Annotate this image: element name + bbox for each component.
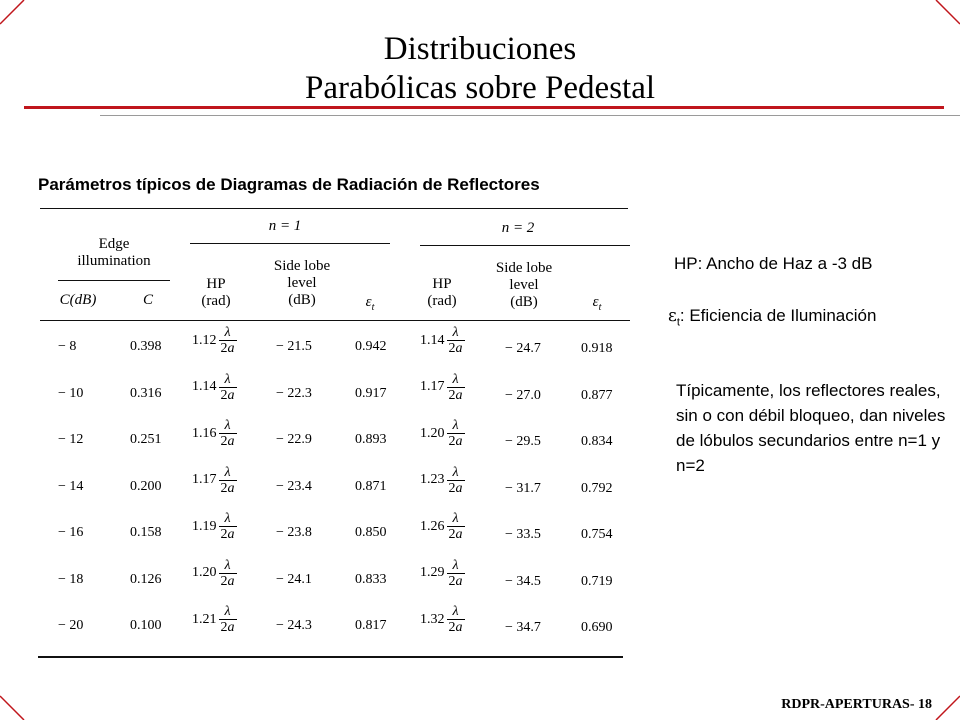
hp-coefficient: 1.29 <box>420 565 445 580</box>
denominator-a: a <box>455 573 463 589</box>
lambda-symbol: λ <box>224 325 231 340</box>
lambda-over-2a <box>447 604 465 635</box>
lambda-over-2a <box>219 325 237 356</box>
lambda-over-2a <box>219 511 237 542</box>
col-header-sll-n2 <box>484 260 564 311</box>
col-header-c: C <box>142 292 153 308</box>
sll-label1-n1: Side lobe <box>273 258 331 274</box>
eff-symbol-n2: ε <box>592 294 599 310</box>
group-label-n2: n = 2 <box>501 220 535 236</box>
hp-coefficient: 1.26 <box>420 518 445 534</box>
cell-eff-n1: 0.871 <box>355 478 387 494</box>
lambda-over-2a <box>447 465 465 496</box>
cell-sll-n2: − 27.0 <box>505 387 541 403</box>
cell-hp-n2 <box>420 418 465 449</box>
cell-hp-n2 <box>420 465 465 496</box>
cell-eff-n2: 0.918 <box>581 341 613 356</box>
cell-cdb: − 10 <box>58 385 84 401</box>
slide-title-line2: Parabólicas sobre Pedestal <box>304 70 656 106</box>
cell-sll-n1: − 24.1 <box>276 571 312 587</box>
sll-label2-n2: level <box>509 277 539 293</box>
lambda-symbol: λ <box>452 557 459 573</box>
cell-sll-n1: − 22.9 <box>276 432 312 447</box>
denominator-a: a <box>227 620 235 635</box>
denominator-2a <box>219 387 237 403</box>
denominator-two: 2 <box>448 434 456 449</box>
lambda-over-2a <box>219 465 237 496</box>
sll-label1-n2: Side lobe <box>495 260 553 276</box>
hp-coefficient: 1.14 <box>192 379 217 394</box>
denominator-a: a <box>227 434 235 449</box>
denominator-2a <box>219 526 237 542</box>
hp-coefficient: 1.17 <box>192 472 217 487</box>
lambda-symbol: λ <box>452 371 459 387</box>
denominator-two: 2 <box>448 341 456 356</box>
cell-hp-n1 <box>192 325 237 356</box>
cell-sll-n2: − 29.5 <box>505 434 541 449</box>
typical-reflectors-note: Típicamente, los reflectores reales, sin o con débil bloqueo, dan niveles de lóbulos secundarios entre n=1 y n=2 <box>676 381 946 475</box>
cell-hp-n2 <box>420 604 465 635</box>
cell-c: 0.316 <box>130 385 162 401</box>
cell-sll-n2: − 24.7 <box>505 341 541 356</box>
denominator-two: 2 <box>220 341 228 356</box>
col-header-eff-n1 <box>355 294 385 316</box>
lambda-over-2a <box>447 558 465 589</box>
col-header-eff-n2 <box>582 294 612 316</box>
slide-title-line1: Distribuciones <box>383 31 577 67</box>
cell-c: 0.126 <box>130 571 162 587</box>
col-header-hp-n1 <box>186 276 246 310</box>
denominator-2a <box>447 619 465 635</box>
denominator-2a <box>447 387 465 403</box>
denominator-2a <box>447 526 465 542</box>
cell-hp-n2 <box>420 325 465 356</box>
cell-cdb: − 16 <box>58 525 84 540</box>
lambda-over-2a <box>447 511 465 542</box>
denominator-a: a <box>227 480 235 496</box>
denominator-two: 2 <box>448 480 456 496</box>
col-header-hp-n2 <box>412 276 472 310</box>
cell-c: 0.251 <box>130 432 162 447</box>
denominator-2a <box>447 433 465 449</box>
header-bottom-rule <box>40 320 630 321</box>
cell-sll-n1: − 21.5 <box>276 339 312 354</box>
cell-eff-n1: 0.817 <box>355 618 387 633</box>
cell-eff-n1: 0.942 <box>355 339 387 354</box>
group-rule-n1 <box>190 243 390 244</box>
eff-symbol-n1: ε <box>365 294 372 310</box>
denominator-2a <box>219 619 237 635</box>
cell-sll-n1: − 22.3 <box>276 385 312 401</box>
hp-label-n1: HP <box>206 276 226 292</box>
lambda-symbol: λ <box>452 511 459 526</box>
cell-hp-n1 <box>192 372 237 403</box>
edge-illumination-label <box>58 236 170 270</box>
hp-coefficient: 1.12 <box>192 332 217 348</box>
denominator-two: 2 <box>220 480 228 496</box>
denominator-two: 2 <box>220 573 228 589</box>
denominator-a: a <box>227 573 235 589</box>
lambda-over-2a <box>219 604 237 635</box>
denominator-a: a <box>455 341 463 356</box>
efficiency-definition <box>668 306 876 328</box>
col-header-sll-n1 <box>262 258 342 309</box>
cell-hp-n1 <box>192 558 237 589</box>
lambda-over-2a <box>447 372 465 403</box>
denominator-2a <box>447 480 465 496</box>
hp-coefficient: 1.20 <box>192 565 217 580</box>
lambda-over-2a <box>219 558 237 589</box>
denominator-2a <box>219 480 237 496</box>
denominator-2a <box>219 340 237 356</box>
lambda-symbol: λ <box>224 604 231 619</box>
table-top-rule <box>40 208 628 209</box>
group-label-n1: n = 1 <box>268 218 302 234</box>
cell-eff-n2: 0.792 <box>581 480 613 496</box>
lambda-symbol: λ <box>224 464 231 480</box>
denominator-two: 2 <box>220 434 228 449</box>
cell-eff-n1: 0.893 <box>355 432 387 447</box>
table-caption: Parámetros típicos de Diagramas de Radiación de Reflectores <box>38 175 540 194</box>
cell-cdb: − 20 <box>58 618 84 633</box>
lambda-over-2a <box>447 325 465 356</box>
hp-coefficient: 1.17 <box>420 379 445 394</box>
col-header-cdb: C(dB) <box>59 292 97 308</box>
cell-hp-n1 <box>192 418 237 449</box>
lambda-symbol: λ <box>224 557 231 573</box>
denominator-a: a <box>455 527 463 542</box>
cell-sll-n2: − 34.5 <box>505 573 541 589</box>
cell-sll-n1: − 23.8 <box>276 525 312 540</box>
denominator-two: 2 <box>448 527 456 542</box>
hp-definition: HP: Ancho de Haz a -3 dB <box>674 254 873 273</box>
denominator-two: 2 <box>220 527 228 542</box>
cell-sll-n2: − 34.7 <box>505 620 541 635</box>
cell-sll-n1: − 24.3 <box>276 618 312 633</box>
denominator-two: 2 <box>220 620 228 635</box>
cell-eff-n2: 0.877 <box>581 387 613 403</box>
cell-c: 0.100 <box>130 618 162 633</box>
cell-hp-n1 <box>192 604 237 635</box>
hp-coefficient: 1.21 <box>192 611 217 627</box>
cell-eff-n2: 0.690 <box>581 620 613 635</box>
lambda-symbol: λ <box>452 418 459 433</box>
cell-cdb: − 18 <box>58 571 84 587</box>
sll-label3-n2: (dB) <box>510 294 538 310</box>
denominator-2a <box>219 573 237 589</box>
cell-hp-n1 <box>192 465 237 496</box>
sll-label2-n1: level <box>287 275 317 291</box>
group-rule-n2 <box>420 245 630 246</box>
slide-footer: RDPR-APERTURAS- 18 <box>781 697 932 712</box>
cell-hp-n2 <box>420 558 465 589</box>
cell-hp-n2 <box>420 511 465 542</box>
cell-eff-n2: 0.754 <box>581 527 613 542</box>
eff-sub-n1: t <box>371 302 375 313</box>
cell-eff-n2: 0.719 <box>581 573 613 589</box>
lambda-symbol: λ <box>224 371 231 387</box>
cell-c: 0.158 <box>130 525 162 540</box>
efficiency-subscript: t <box>676 316 680 329</box>
denominator-two: 2 <box>448 387 456 403</box>
lambda-symbol: λ <box>452 604 459 619</box>
denominator-two: 2 <box>448 573 456 589</box>
sll-label3-n1: (dB) <box>288 292 316 308</box>
hp-unit-n2: (rad) <box>427 293 457 309</box>
cell-sll-n2: − 33.5 <box>505 527 541 542</box>
denominator-a: a <box>227 527 235 542</box>
hp-coefficient: 1.14 <box>420 332 445 348</box>
denominator-a: a <box>455 620 463 635</box>
cell-hp-n2 <box>420 372 465 403</box>
hp-unit-n1: (rad) <box>201 293 231 309</box>
denominator-2a <box>447 340 465 356</box>
denominator-a: a <box>455 480 463 496</box>
hp-coefficient: 1.19 <box>192 518 217 534</box>
eff-sub-n2: t <box>598 302 602 313</box>
cell-eff-n1: 0.850 <box>355 525 387 540</box>
lambda-symbol: λ <box>224 511 231 526</box>
lambda-symbol: λ <box>452 325 459 340</box>
cell-eff-n1: 0.833 <box>355 571 387 587</box>
hp-coefficient: 1.32 <box>420 611 445 627</box>
table-bottom-rule <box>38 656 623 658</box>
cell-cdb: − 14 <box>58 478 84 494</box>
denominator-2a <box>219 433 237 449</box>
hp-coefficient: 1.20 <box>420 425 445 441</box>
cell-cdb: − 12 <box>58 432 84 447</box>
hp-coefficient: 1.16 <box>192 425 217 441</box>
denominator-a: a <box>455 434 463 449</box>
cell-sll-n2: − 31.7 <box>505 480 541 496</box>
lambda-over-2a <box>219 418 237 449</box>
cell-cdb: − 8 <box>58 339 77 354</box>
lambda-over-2a <box>219 372 237 403</box>
cell-c: 0.398 <box>130 339 162 354</box>
efficiency-definition-text: : Eficiencia de Iluminación <box>679 306 877 325</box>
denominator-a: a <box>227 341 235 356</box>
denominator-a: a <box>455 387 463 403</box>
edge-illumination-rule <box>58 280 170 281</box>
denominator-two: 2 <box>448 620 456 635</box>
lambda-symbol: λ <box>452 464 459 480</box>
cell-eff-n1: 0.917 <box>355 385 387 401</box>
denominator-a: a <box>227 387 235 403</box>
edge-label-line2: illumination <box>77 253 151 269</box>
cell-hp-n1 <box>192 511 237 542</box>
cell-sll-n1: − 23.4 <box>276 478 312 494</box>
lambda-symbol: λ <box>224 418 231 433</box>
cell-eff-n2: 0.834 <box>581 434 613 449</box>
denominator-two: 2 <box>220 387 228 403</box>
edge-label-line1: Edge <box>98 236 130 252</box>
denominator-2a <box>447 573 465 589</box>
hp-coefficient: 1.23 <box>420 472 445 487</box>
efficiency-symbol: ε <box>668 306 677 326</box>
lambda-over-2a <box>447 418 465 449</box>
hp-label-n2: HP <box>432 276 452 292</box>
cell-c: 0.200 <box>130 478 162 494</box>
